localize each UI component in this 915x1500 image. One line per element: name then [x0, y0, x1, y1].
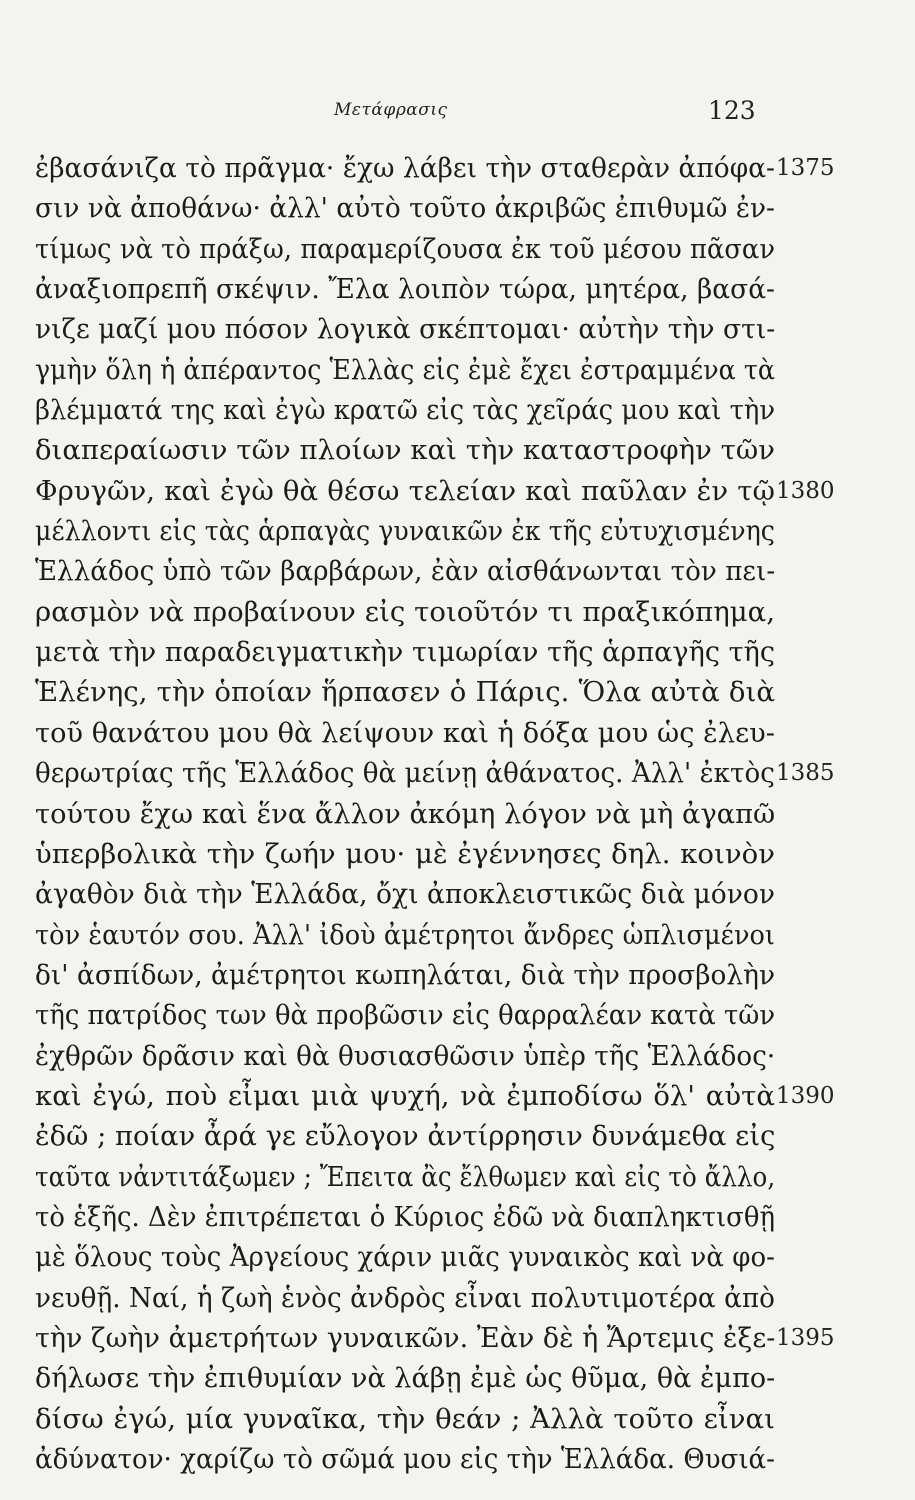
- text-line: τούτου ἔχω καὶ ἕνα ἄλλον ἀκόμη λόγον νὰ μὴ ἀγαπῶ: [35, 797, 776, 830]
- text-line: ρασμὸν νὰ προβαίνουν εἰς τοιοῦτόν τι πραξικόπημα,: [35, 595, 775, 628]
- verse-line-number: 1395: [776, 1325, 835, 1352]
- text-line: ταῦτα νἀντιτάξωμεν ; Ἔπειτα ἂς ἔλθωμεν καὶ εἰς τὸ ἄλλο,: [35, 1160, 776, 1193]
- text-line: τὸ ἑξῆς. Δὲν ἐπιτρέπεται ὁ Κύριος ἐδῶ νὰ διαπληκτισθῇ: [35, 1200, 775, 1233]
- verse-line-number: 1375: [776, 155, 835, 181]
- text-line: ἐβασάνιζα τὸ πρᾶγμα· ἔχω λάβει τὴν σταθερὰν ἀπόφα-: [35, 152, 775, 184]
- text-line: δι' ἀσπίδων, ἀμέτρητοι κωπηλάται, διὰ τὴν προσβολὴν: [35, 958, 776, 991]
- text-line: τίμως νὰ τὸ πράξω, παραμερίζουσα ἐκ τοῦ μέσου πᾶσαν: [35, 232, 775, 265]
- text-line: νιζε μαζί μου πόσον λογικὰ σκέπτομαι· αὐτὴν τὴν στι-: [35, 313, 776, 346]
- text-line: καὶ ἐγώ, ποὺ εἶμαι μιὰ ψυχή, νὰ ἐμποδίσω ὅλ' αὐτὰ: [35, 1079, 775, 1112]
- text-line: νευθῇ. Ναί, ἡ ζωὴ ἑνὸς ἀνδρὸς εἶναι πολυτιμοτέρα ἀπὸ: [35, 1281, 775, 1314]
- text-line: μὲ ὅλους τοὺς Ἀργείους χάριν μιᾶς γυναικὸς καὶ νὰ φο-: [35, 1241, 775, 1274]
- text-line: θερωτρίας τῆς Ἑλλάδος θὰ μείνῃ ἀθάνατος. Ἀλλ' ἐκτὸς: [35, 757, 775, 790]
- verse-line-number: 1390: [776, 1083, 835, 1110]
- text-line: Φρυγῶν, καὶ ἐγὼ θὰ θέσω τελείαν καὶ παῦλαν ἐν τῷ: [35, 474, 775, 507]
- page-number: 123: [708, 96, 756, 125]
- text-line: ἀδύνατον· χαρίζω τὸ σῶμά μου εἰς τὴν Ἑλλάδα. Θυσιά-: [35, 1443, 775, 1475]
- page-header: [0, 96, 915, 140]
- text-line: ἐχθρῶν δρᾶσιν καὶ θὰ θυσιασθῶσιν ὑπὲρ τῆς Ἑλλάδος·: [35, 1039, 776, 1072]
- text-line: διαπεραίωσιν τῶν πλοίων καὶ τὴν καταστροφὴν τῶν: [35, 434, 775, 467]
- text-line: τοῦ θανάτου μου θὰ λείψουν καὶ ἡ δόξα μου ὡς ἐλευ-: [35, 716, 775, 749]
- verse-line-number: 1385: [776, 760, 835, 787]
- text-line: ἀναξιοπρεπῆ σκέψιν. Ἔλα λοιπὸν τώρα, μητέρα, βασά-: [35, 273, 775, 306]
- text-line: βλέμματά της καὶ ἐγὼ κρατῶ εἰς τὰς χεῖράς μου καὶ τὴν: [35, 394, 776, 427]
- verse-line-number: 1380: [776, 477, 835, 504]
- body-text: [35, 148, 775, 1479]
- text-line: τῆς πατρίδος των θὰ προβῶσιν εἰς θαρραλέαν κατὰ τῶν: [35, 999, 776, 1032]
- text-line: ἀγαθὸν διὰ τὴν Ἑλλάδα, ὄχι ἀποκλειστικῶς διὰ μόνον: [35, 878, 775, 911]
- text-line: δίσω ἐγώ, μία γυναῖκα, τὴν θεάν ; Ἀλλὰ τοῦτο εἶναι: [35, 1402, 775, 1435]
- text-line: ὑπερβολικὰ τὴν ζωήν μου· μὲ ἐγέννησες δηλ. κοινὸν: [35, 837, 775, 870]
- text-line: Ἑλλάδος ὑπὸ τῶν βαρβάρων, ἐὰν αἰσθάνωνται τὸν πει-: [35, 555, 776, 588]
- running-head: Μετάφρασις: [334, 100, 448, 120]
- text-line: μετὰ τὴν παραδειγματικὴν τιμωρίαν τῆς ἁρπαγῆς τῆς: [35, 636, 775, 669]
- text-line: σιν νὰ ἀποθάνω· ἀλλ' αὐτὸ τοῦτο ἀκριβῶς ἐπιθυμῶ ἐν-: [35, 192, 775, 225]
- text-line: τὸν ἑαυτόν σου. Ἀλλ' ἰδοὺ ἀμέτρητοι ἄνδρες ὡπλισμένοι: [35, 918, 775, 951]
- text-line: Ἑλένης, τὴν ὁποίαν ἥρπασεν ὁ Πάρις. Ὅλα αὐτὰ διὰ: [35, 676, 775, 709]
- text-line: γμὴν ὅλη ἡ ἀπέραντος Ἑλλὰς εἰς ἐμὲ ἔχει ἐστραμμένα τὰ: [35, 353, 776, 386]
- text-line: μέλλοντι εἰς τὰς ἁρπαγὰς γυναικῶν ἐκ τῆς εὐτυχισμένης: [35, 515, 775, 548]
- text-line: ἐδῶ ; ποίαν ἆρά γε εὔλογον ἀντίρρησιν δυνάμεθα εἰς: [35, 1120, 776, 1153]
- text-line: τὴν ζωὴν ἀμετρήτων γυναικῶν. Ἐὰν δὲ ἡ Ἄρτεμις ἐξε-: [35, 1321, 776, 1354]
- text-line: δήλωσε τὴν ἐπιθυμίαν νὰ λάβῃ ἐμὲ ὡς θῦμα, θὰ ἐμπο-: [35, 1362, 776, 1395]
